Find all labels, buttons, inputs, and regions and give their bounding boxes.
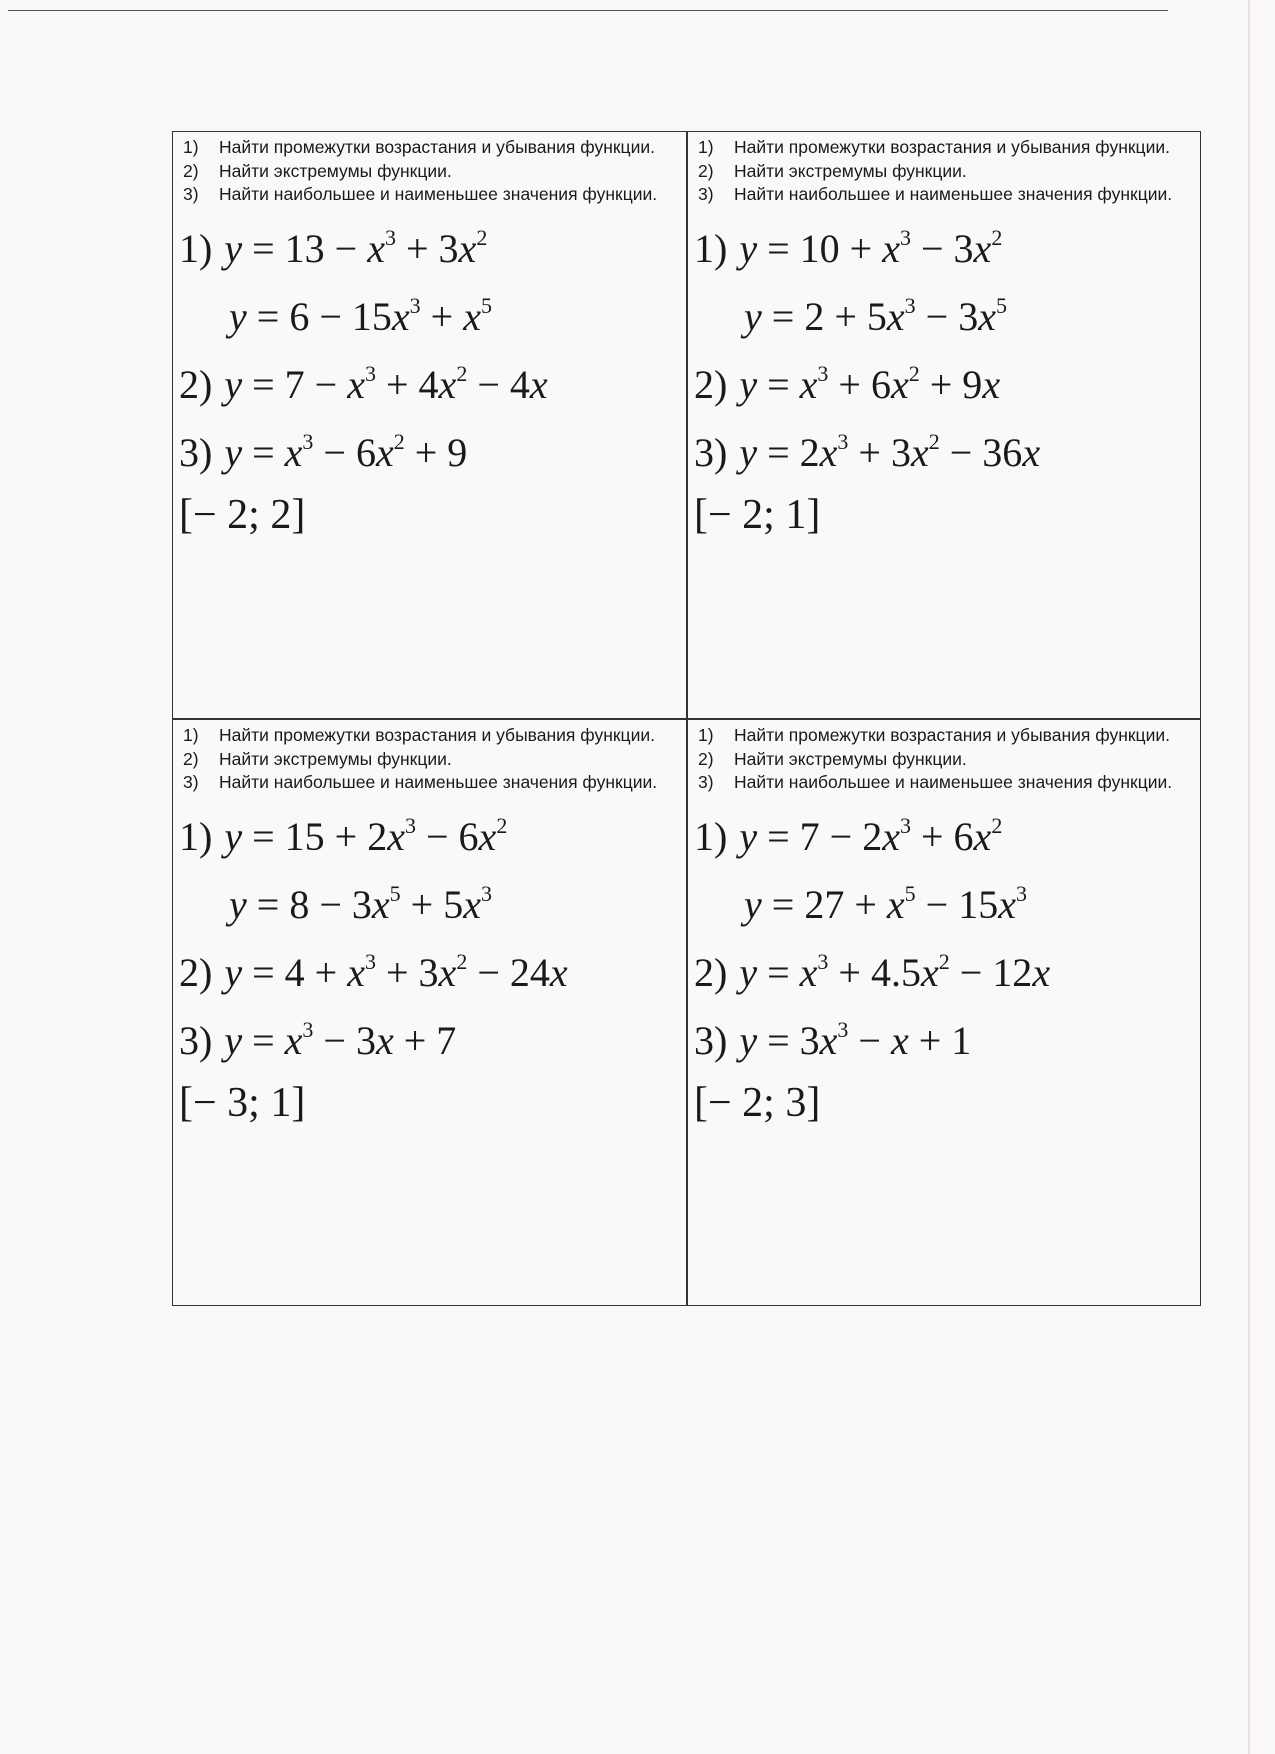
variable-x: x <box>1022 429 1041 475</box>
task-number: 2) <box>183 748 199 769</box>
variable-x: x <box>886 881 905 927</box>
variable-y: y <box>229 881 247 927</box>
exponent: 3 <box>817 948 829 974</box>
exponent: 2 <box>476 224 488 250</box>
equation-term: = <box>242 429 285 475</box>
equation-term: = 7 − <box>242 361 348 407</box>
variable-x: x <box>1032 949 1051 995</box>
variable-x: x <box>438 361 457 407</box>
top-rule <box>8 10 1168 11</box>
equation-term: − 12 <box>949 949 1033 995</box>
task-number: 3) <box>183 772 199 792</box>
equation-term: − 3 <box>313 1017 376 1063</box>
task-item <box>694 136 1199 160</box>
equation-number: 2) <box>179 949 213 995</box>
equation-number: 1) <box>694 225 728 271</box>
task-item <box>179 771 684 795</box>
task-item <box>179 748 684 772</box>
task-item <box>179 183 684 207</box>
equation-term: − 36 <box>939 429 1023 475</box>
equation-term: + 3 <box>375 949 439 995</box>
equation-3 <box>694 419 1199 487</box>
task-text: Найти промежутки возрастания и убывания функции. <box>219 725 655 745</box>
task-text: Найти промежутки возрастания и убывания функции. <box>734 725 1170 745</box>
task-text: Найти экстремумы функции. <box>219 748 452 769</box>
variable-x: x <box>375 429 394 475</box>
exponent: 2 <box>991 812 1003 838</box>
variable-x: x <box>458 225 477 271</box>
variable-y: y <box>739 429 758 475</box>
exponent: 5 <box>995 292 1007 318</box>
equation-term: = 6 − 15 <box>246 293 392 339</box>
variable-x: x <box>910 429 929 475</box>
variable-y: y <box>224 429 243 475</box>
equation-term: + 1 <box>908 1017 972 1063</box>
variant-card-3 <box>179 720 684 1300</box>
equation-1a <box>694 215 1199 283</box>
variable-x: x <box>367 225 385 271</box>
interval: [− 2; 3] <box>694 1079 821 1126</box>
task-item <box>694 748 1199 772</box>
equation-term: = 2 <box>757 429 820 475</box>
equation-number: 3) <box>694 429 728 475</box>
equation-term: = 13 − <box>242 225 368 271</box>
task-item <box>179 724 684 748</box>
equation-term: = 8 − 3 <box>246 881 372 927</box>
exponent: 2 <box>938 948 950 974</box>
exponent: 5 <box>389 880 401 906</box>
exponent: 2 <box>393 428 405 454</box>
equation-block <box>694 803 1199 1127</box>
equation-term: = <box>757 949 800 995</box>
exponent: 3 <box>837 1016 849 1042</box>
task-text: Найти промежутки возрастания и убывания функции. <box>219 137 655 157</box>
variable-x: x <box>463 293 481 339</box>
task-text: Найти промежутки возрастания и убывания функции. <box>734 137 1170 157</box>
equation-3 <box>179 1007 684 1075</box>
task-number: 3) <box>183 184 199 204</box>
equation-term: + 7 <box>393 1017 457 1063</box>
task-list <box>179 136 684 207</box>
equation-term: − 24 <box>467 949 550 995</box>
variable-x: x <box>371 881 390 927</box>
interval: [− 2; 1] <box>694 491 821 538</box>
exponent: 3 <box>817 360 829 386</box>
variable-x: x <box>375 1017 394 1063</box>
task-number: 1) <box>183 137 199 157</box>
exponent: 3 <box>404 812 416 838</box>
equation-block <box>179 803 684 1127</box>
equation-1a <box>179 803 684 871</box>
variable-y: y <box>229 293 247 339</box>
equation-2 <box>694 351 1199 419</box>
exponent: 3 <box>302 1016 314 1042</box>
variable-x: x <box>284 1017 303 1063</box>
variable-y: y <box>739 813 758 859</box>
equation-2 <box>179 351 684 419</box>
equation-term: + 9 <box>919 361 983 407</box>
variable-x: x <box>890 1017 909 1063</box>
task-number: 2) <box>698 160 714 181</box>
interval: [− 3; 1] <box>179 1079 306 1126</box>
exponent: 3 <box>899 224 911 250</box>
variable-x: x <box>982 361 1001 407</box>
equation-1b <box>694 871 1199 939</box>
exponent: 5 <box>480 292 492 318</box>
variable-x: x <box>347 361 365 407</box>
variable-y: y <box>739 1017 758 1063</box>
variable-y: y <box>224 225 243 271</box>
equation-term: = <box>757 361 800 407</box>
equation-1a <box>179 215 684 283</box>
variant-card-1 <box>179 132 684 712</box>
exponent: 3 <box>302 428 314 454</box>
equation-term: + 3 <box>848 429 911 475</box>
exponent: 3 <box>837 428 849 454</box>
variable-y: y <box>224 361 243 407</box>
equation-number: 3) <box>694 1017 728 1063</box>
task-list <box>694 724 1199 795</box>
task-number: 1) <box>698 725 714 745</box>
variable-x: x <box>886 293 905 339</box>
variable-x: x <box>973 225 992 271</box>
equation-term: − 15 <box>915 881 999 927</box>
equation-number: 1) <box>694 813 728 859</box>
task-text: Найти наибольшее и наименьшее значения функции. <box>219 772 658 792</box>
variable-x: x <box>347 949 365 995</box>
variable-x: x <box>284 429 303 475</box>
exponent: 5 <box>904 880 916 906</box>
exponent: 2 <box>991 224 1003 250</box>
worksheet-grid <box>172 131 1201 1306</box>
variant-card-2 <box>694 132 1199 712</box>
variable-x: x <box>998 881 1016 927</box>
equation-term: − 6 <box>415 813 479 859</box>
exponent: 3 <box>904 292 916 318</box>
variable-x: x <box>920 949 939 995</box>
equation-term: + 6 <box>910 813 974 859</box>
equation-term: = 2 + 5 <box>761 293 887 339</box>
exponent: 3 <box>384 224 396 250</box>
task-item <box>179 136 684 160</box>
equation-2 <box>179 939 684 1007</box>
task-number: 3) <box>698 772 714 792</box>
equation-block <box>179 215 684 539</box>
variable-x: x <box>819 429 838 475</box>
exponent: 2 <box>496 812 508 838</box>
variable-x: x <box>973 813 992 859</box>
variable-x: x <box>387 813 405 859</box>
equation-block <box>694 215 1199 539</box>
task-text: Найти экстремумы функции. <box>219 160 452 181</box>
equation-number: 2) <box>694 361 728 407</box>
exponent: 3 <box>364 360 376 386</box>
task-number: 1) <box>183 725 199 745</box>
variable-y: y <box>224 949 243 995</box>
equation-1b <box>179 871 684 939</box>
equation-term: + 3 <box>395 225 459 271</box>
task-item <box>694 724 1199 748</box>
variable-x: x <box>882 813 900 859</box>
task-text: Найти экстремумы функции. <box>734 748 967 769</box>
equation-1a <box>694 803 1199 871</box>
task-item <box>694 160 1199 184</box>
variable-y: y <box>224 813 243 859</box>
task-text: Найти экстремумы функции. <box>734 160 967 181</box>
variable-x: x <box>978 293 996 339</box>
variable-x: x <box>549 949 568 995</box>
exponent: 2 <box>456 360 468 386</box>
equation-term: − 4 <box>467 361 530 407</box>
equation-term: − 3 <box>910 225 974 271</box>
task-list <box>179 724 684 795</box>
equation-term: + 6 <box>828 361 891 407</box>
task-number: 3) <box>698 184 714 204</box>
exponent: 3 <box>364 948 376 974</box>
task-item <box>694 771 1199 795</box>
task-item <box>179 160 684 184</box>
task-number: 2) <box>183 160 199 181</box>
variable-x: x <box>799 949 818 995</box>
equation-1b <box>179 283 684 351</box>
equation-3 <box>694 1007 1199 1075</box>
equation-term: + 4.5 <box>828 949 921 995</box>
equation-number: 1) <box>179 225 213 271</box>
task-text: Найти наибольшее и наименьшее значения функции. <box>219 184 658 204</box>
exponent: 3 <box>409 292 421 318</box>
equation-term: + <box>420 293 464 339</box>
variable-x: x <box>391 293 410 339</box>
variable-x: x <box>890 361 909 407</box>
exponent: 2 <box>928 428 940 454</box>
equation-term: = 27 + <box>761 881 887 927</box>
exponent: 2 <box>908 360 920 386</box>
equation-term: = 10 + <box>757 225 883 271</box>
variable-y: y <box>739 361 758 407</box>
equation-term: + 4 <box>375 361 439 407</box>
equation-number: 3) <box>179 429 213 475</box>
equation-term: = 3 <box>757 1017 820 1063</box>
task-text: Найти наибольшее и наименьшее значения функции. <box>734 184 1173 204</box>
equation-term: − <box>848 1017 891 1063</box>
equation-term: = <box>242 1017 285 1063</box>
interval: [− 2; 2] <box>179 491 306 538</box>
exponent: 3 <box>899 812 911 838</box>
variable-x: x <box>882 225 900 271</box>
equation-2 <box>694 939 1199 1007</box>
exponent: 3 <box>1015 880 1027 906</box>
equation-term: − 6 <box>313 429 376 475</box>
exponent: 3 <box>480 880 492 906</box>
equation-term: − 3 <box>915 293 979 339</box>
equation-number: 1) <box>179 813 213 859</box>
equation-term: = 15 + 2 <box>242 813 388 859</box>
variable-x: x <box>819 1017 838 1063</box>
variable-x: x <box>463 881 481 927</box>
variable-y: y <box>739 225 758 271</box>
task-text: Найти наибольшее и наименьшее значения функции. <box>734 772 1173 792</box>
variant-card-4 <box>694 720 1199 1300</box>
page-edge-shadow <box>1248 0 1250 1754</box>
equation-term: + 5 <box>400 881 464 927</box>
task-item <box>694 183 1199 207</box>
exponent: 2 <box>456 948 468 974</box>
variable-x: x <box>478 813 497 859</box>
task-number: 2) <box>698 748 714 769</box>
equation-number: 2) <box>179 361 213 407</box>
equation-term: = 7 − 2 <box>757 813 883 859</box>
task-list <box>694 136 1199 207</box>
variable-y: y <box>744 293 762 339</box>
task-number: 1) <box>698 137 714 157</box>
equation-1b <box>694 283 1199 351</box>
variable-x: x <box>529 361 548 407</box>
equation-number: 3) <box>179 1017 213 1063</box>
variable-x: x <box>799 361 818 407</box>
equation-term: = 4 + <box>242 949 348 995</box>
variable-y: y <box>224 1017 243 1063</box>
equation-number: 2) <box>694 949 728 995</box>
variable-y: y <box>744 881 762 927</box>
equation-3 <box>179 419 684 487</box>
variable-x: x <box>438 949 457 995</box>
variable-y: y <box>739 949 758 995</box>
equation-term: + 9 <box>404 429 468 475</box>
